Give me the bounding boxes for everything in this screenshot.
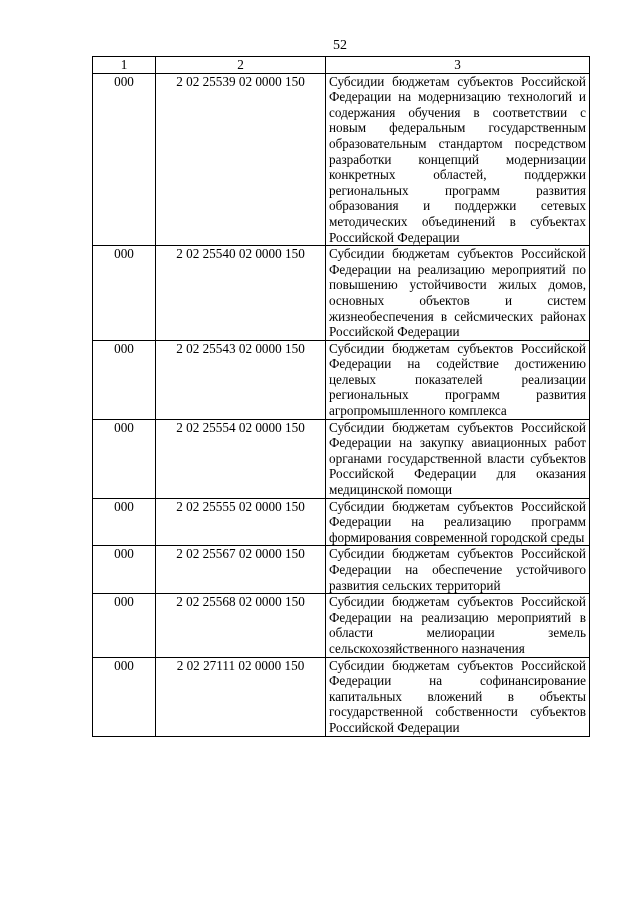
column-header-2: 2: [156, 57, 326, 74]
budget-code-cell: 2 02 27111 02 0000 150: [156, 657, 326, 736]
description-cell: Субсидии бюджетам субъектов Российской Федерации на реализацию мероприятий в области мелиорации земель сельскохозяйственного назначения: [326, 594, 590, 657]
admin-code-cell: 000: [93, 594, 156, 657]
admin-code-cell: 000: [93, 546, 156, 594]
table-header-row: [93, 57, 590, 74]
budget-code-cell: 2 02 25555 02 0000 150: [156, 498, 326, 546]
table-row: [93, 73, 590, 246]
table-row: [93, 594, 590, 657]
budget-code-cell: 2 02 25540 02 0000 150: [156, 246, 326, 341]
description-cell: Субсидии бюджетам субъектов Российской Федерации на реализацию программ формирования современной городской среды: [326, 498, 590, 546]
description-cell: Субсидии бюджетам субъектов Российской Федерации на содействие достижению целевых показателей реализации региональных программ развития агропромышленного комплекса: [326, 340, 590, 419]
table-row: [93, 498, 590, 546]
budget-code-cell: 2 02 25554 02 0000 150: [156, 419, 326, 498]
description-cell: Субсидии бюджетам субъектов Российской Федерации на обеспечение устойчивого развития сельских территорий: [326, 546, 590, 594]
page-number: 52: [333, 38, 347, 53]
table-row: [93, 419, 590, 498]
description-cell: Субсидии бюджетам субъектов Российской Федерации на реализацию мероприятий по повышению устойчивости жилых домов, основных объектов и систем жизнеобеспечения в сейсмических районах Российской Федерации: [326, 246, 590, 341]
budget-code-cell: 2 02 25539 02 0000 150: [156, 73, 326, 246]
budget-code-cell: 2 02 25543 02 0000 150: [156, 340, 326, 419]
admin-code-cell: 000: [93, 498, 156, 546]
admin-code-cell: 000: [93, 419, 156, 498]
admin-code-cell: 000: [93, 73, 156, 246]
table-row: [93, 246, 590, 341]
admin-code-cell: 000: [93, 340, 156, 419]
admin-code-cell: 000: [93, 246, 156, 341]
budget-code-cell: 2 02 25568 02 0000 150: [156, 594, 326, 657]
admin-code-cell: 000: [93, 657, 156, 736]
budget-code-cell: 2 02 25567 02 0000 150: [156, 546, 326, 594]
table-row: [93, 546, 590, 594]
table-row: [93, 657, 590, 736]
column-header-3: 3: [326, 57, 590, 74]
description-cell: Субсидии бюджетам субъектов Российской Федерации на закупку авиационных работ органами государственной власти субъектов Российской Федерации для оказания медицинской помощи: [326, 419, 590, 498]
budget-codes-table: [92, 56, 590, 737]
description-cell: Субсидии бюджетам субъектов Российской Федерации на модернизацию технологий и содержания обучения в соответствии с новым федеральным государственным образовательным стандартом посредством разработки концепций модернизации конкретных областей, поддержки региональных программ развития образования и поддержки сетевых методических объединений в субъектах Российской Федерации: [326, 73, 590, 246]
table-row: [93, 340, 590, 419]
description-cell: Субсидии бюджетам субъектов Российской Федерации на софинансирование капитальных вложений в объекты государственной собственности субъектов Российской Федерации: [326, 657, 590, 736]
column-header-1: 1: [93, 57, 156, 74]
